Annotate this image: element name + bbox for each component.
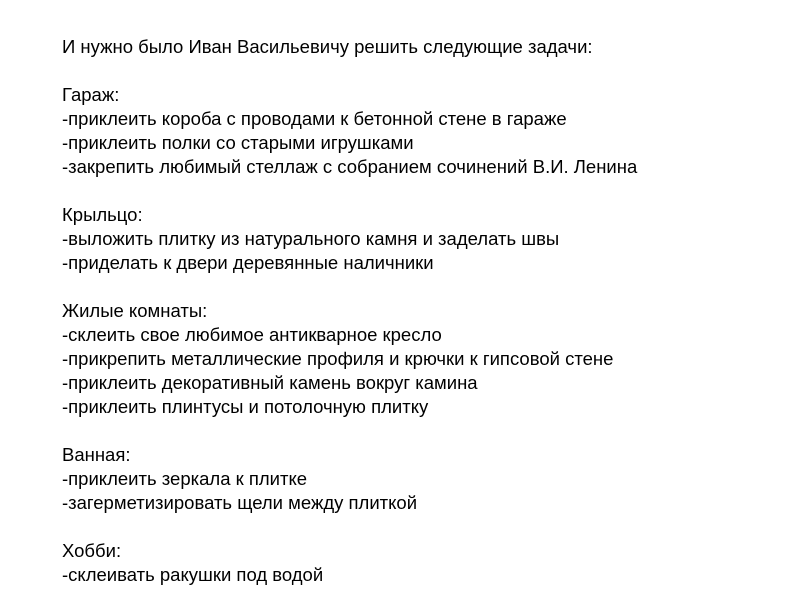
slide-text-body xyxy=(62,35,782,587)
task-item: -склеивать ракушки под водой xyxy=(62,564,324,585)
task-list xyxy=(62,467,782,515)
section-living-rooms xyxy=(62,299,782,419)
section-hobby xyxy=(62,539,782,587)
section-title: Хобби: xyxy=(62,540,122,561)
task-list xyxy=(62,323,782,419)
section-title: Крыльцо: xyxy=(62,204,143,225)
task-item: -выложить плитку из натурального камня и заделать швы xyxy=(62,228,560,249)
task-item: -приклеить короба с проводами к бетонной стене в гараже xyxy=(62,108,567,129)
task-item: -прикрепить металлические профиля и крючки к гипсовой стене xyxy=(62,348,614,369)
task-item: -приклеить плинтусы и потолочную плитку xyxy=(62,396,429,417)
section-title: Ванная: xyxy=(62,444,131,465)
section-title: Жилые комнаты: xyxy=(62,300,208,321)
intro-sentence: И нужно было Иван Васильевичу решить следующие задачи: xyxy=(62,36,593,57)
task-list xyxy=(62,227,782,275)
section-porch xyxy=(62,203,782,275)
task-list xyxy=(62,563,782,587)
task-item: -закрепить любимый стеллаж с собранием сочинений В.И. Ленина xyxy=(62,156,638,177)
task-item: -склеить свое любимое антикварное кресло xyxy=(62,324,442,345)
task-list xyxy=(62,107,782,179)
task-item: -загерметизировать щели между плиткой xyxy=(62,492,418,513)
section-bathroom xyxy=(62,443,782,515)
section-garage xyxy=(62,83,782,179)
task-item: -приклеить декоративный камень вокруг камина xyxy=(62,372,478,393)
task-item: -приделать к двери деревянные наличники xyxy=(62,252,434,273)
task-item: -приклеить зеркала к плитке xyxy=(62,468,308,489)
section-title: Гараж: xyxy=(62,84,120,105)
task-item: -приклеить полки со старыми игрушками xyxy=(62,132,414,153)
